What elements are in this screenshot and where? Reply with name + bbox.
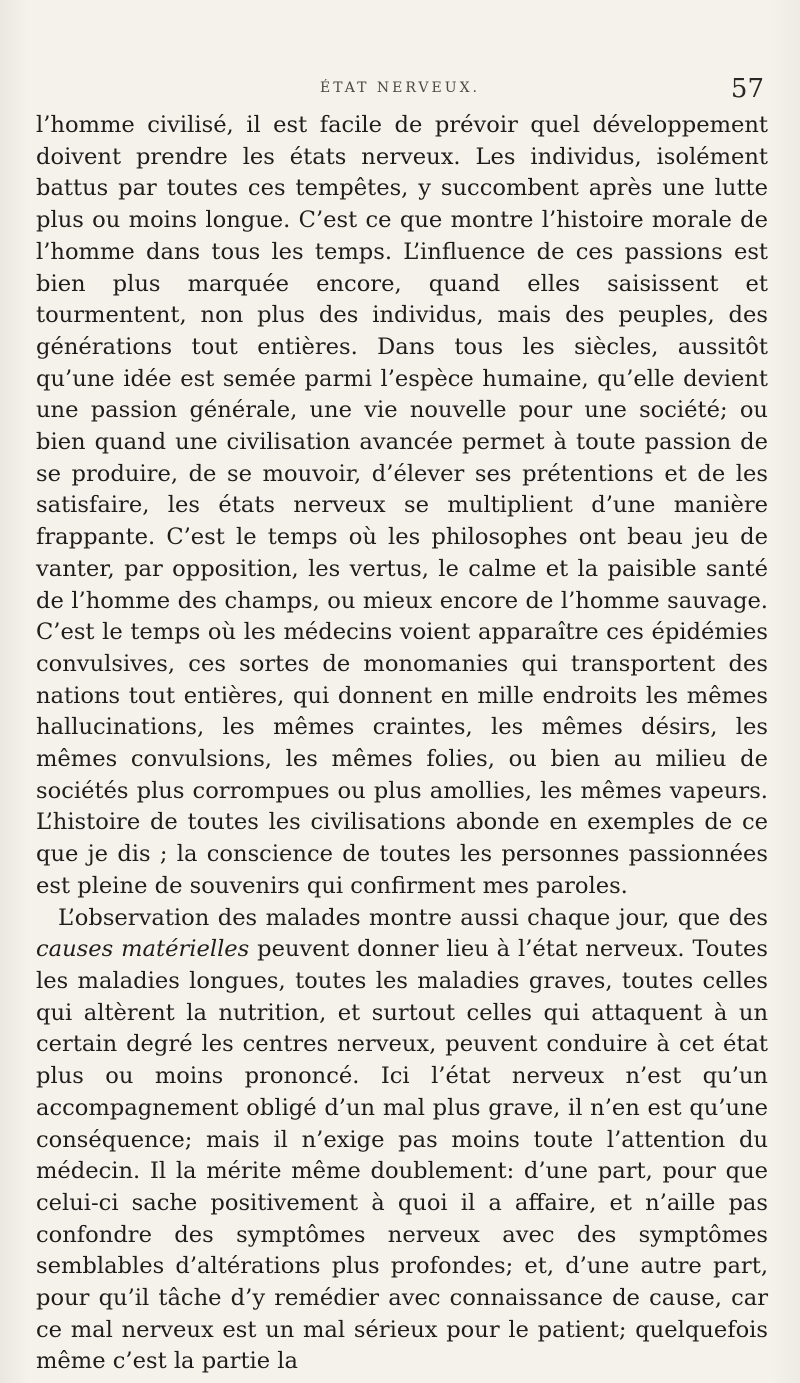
running-head: ÉTAT NERVEUX. <box>320 80 480 96</box>
paragraph-1-text: l’homme civilisé, il est facile de prévoir quel développement doivent prendre les états nerveux. Les individus, isolément battus par toutes ces tempêtes, y succombent après une lutte plus ou moins longue. C’est ce que montre l’histoire morale de l’homme dans tous les temps. L’influence de ces passions est bien plus marquée encore, quand elles saisissent et tourmentent, non plus des individus, mais des peuples, des générations tout entières. Dans tous les siècles, aussitôt qu’une idée est semée parmi l’espèce humaine, qu’elle devient une passion générale, une vie nouvelle pour une société; ou bien quand une civilisation avancée permet à toute passion de se produire, de se mouvoir, d’élever ses prétentions et de les satisfaire, les états nerveux se multiplient d’une manière frappante. C’est le temps où les philosophes ont beau jeu de vanter, par opposition, les vertus, le calme et la paisible santé de l’homme des champs, ou mieux encore de l’homme sauvage. C’est le temps où les médecins voient apparaître ces épidémies convulsives, ces sortes de monomanies qui transportent des nations tout entières, qui donnent en mille endroits les mêmes hallucinations, les mêmes craintes, les mêmes désirs, les mêmes convulsions, les mêmes folies, ou bien au milieu de sociétés plus corrompues ou plus amollies, les mêmes vapeurs. L’histoire de toutes les civilisations abonde en exemples de ce que je dis ; la conscience de toutes les personnes passionnées est pleine de souvenirs qui confirment mes paroles. <box>36 112 768 899</box>
italic-phrase: causes matérielles <box>36 936 250 963</box>
paragraph-2 <box>36 903 768 1379</box>
page-header <box>36 72 764 106</box>
paragraph-2-text-start: L’observation des malades montre aussi chaque jour, que des <box>58 904 768 931</box>
paragraph-2-text-end: peuvent donner lieu à l’état nerveux. Toutes les maladies longues, toutes les maladies graves, toutes celles qui altèrent la nutrition, et surtout celles qui attaquent à un certain degré les centres nerveux, peuvent conduire à cet état plus ou moins prononcé. Ici l’état nerveux n’est qu’un accompagnement obligé d’un mal plus grave, il n’en est qu’une conséquence; mais il n’exige pas moins toute l’attention du médecin. Il la mérite même doublement: d’une part, pour que celui-ci sache positivement à quoi il a affaire, et n’aille pas confondre des symptômes nerveux avec des symptômes semblables d’altérations plus profondes; et, d’une autre part, pour qu’il tâche d’y remédier avec connaissance de cause, car ce mal nerveux est un mal sérieux pour le patient; quelquefois même c’est la partie la <box>36 936 768 1375</box>
paragraph-1 <box>36 110 768 903</box>
page-number: 57 <box>730 74 764 104</box>
body-text <box>36 110 768 1378</box>
